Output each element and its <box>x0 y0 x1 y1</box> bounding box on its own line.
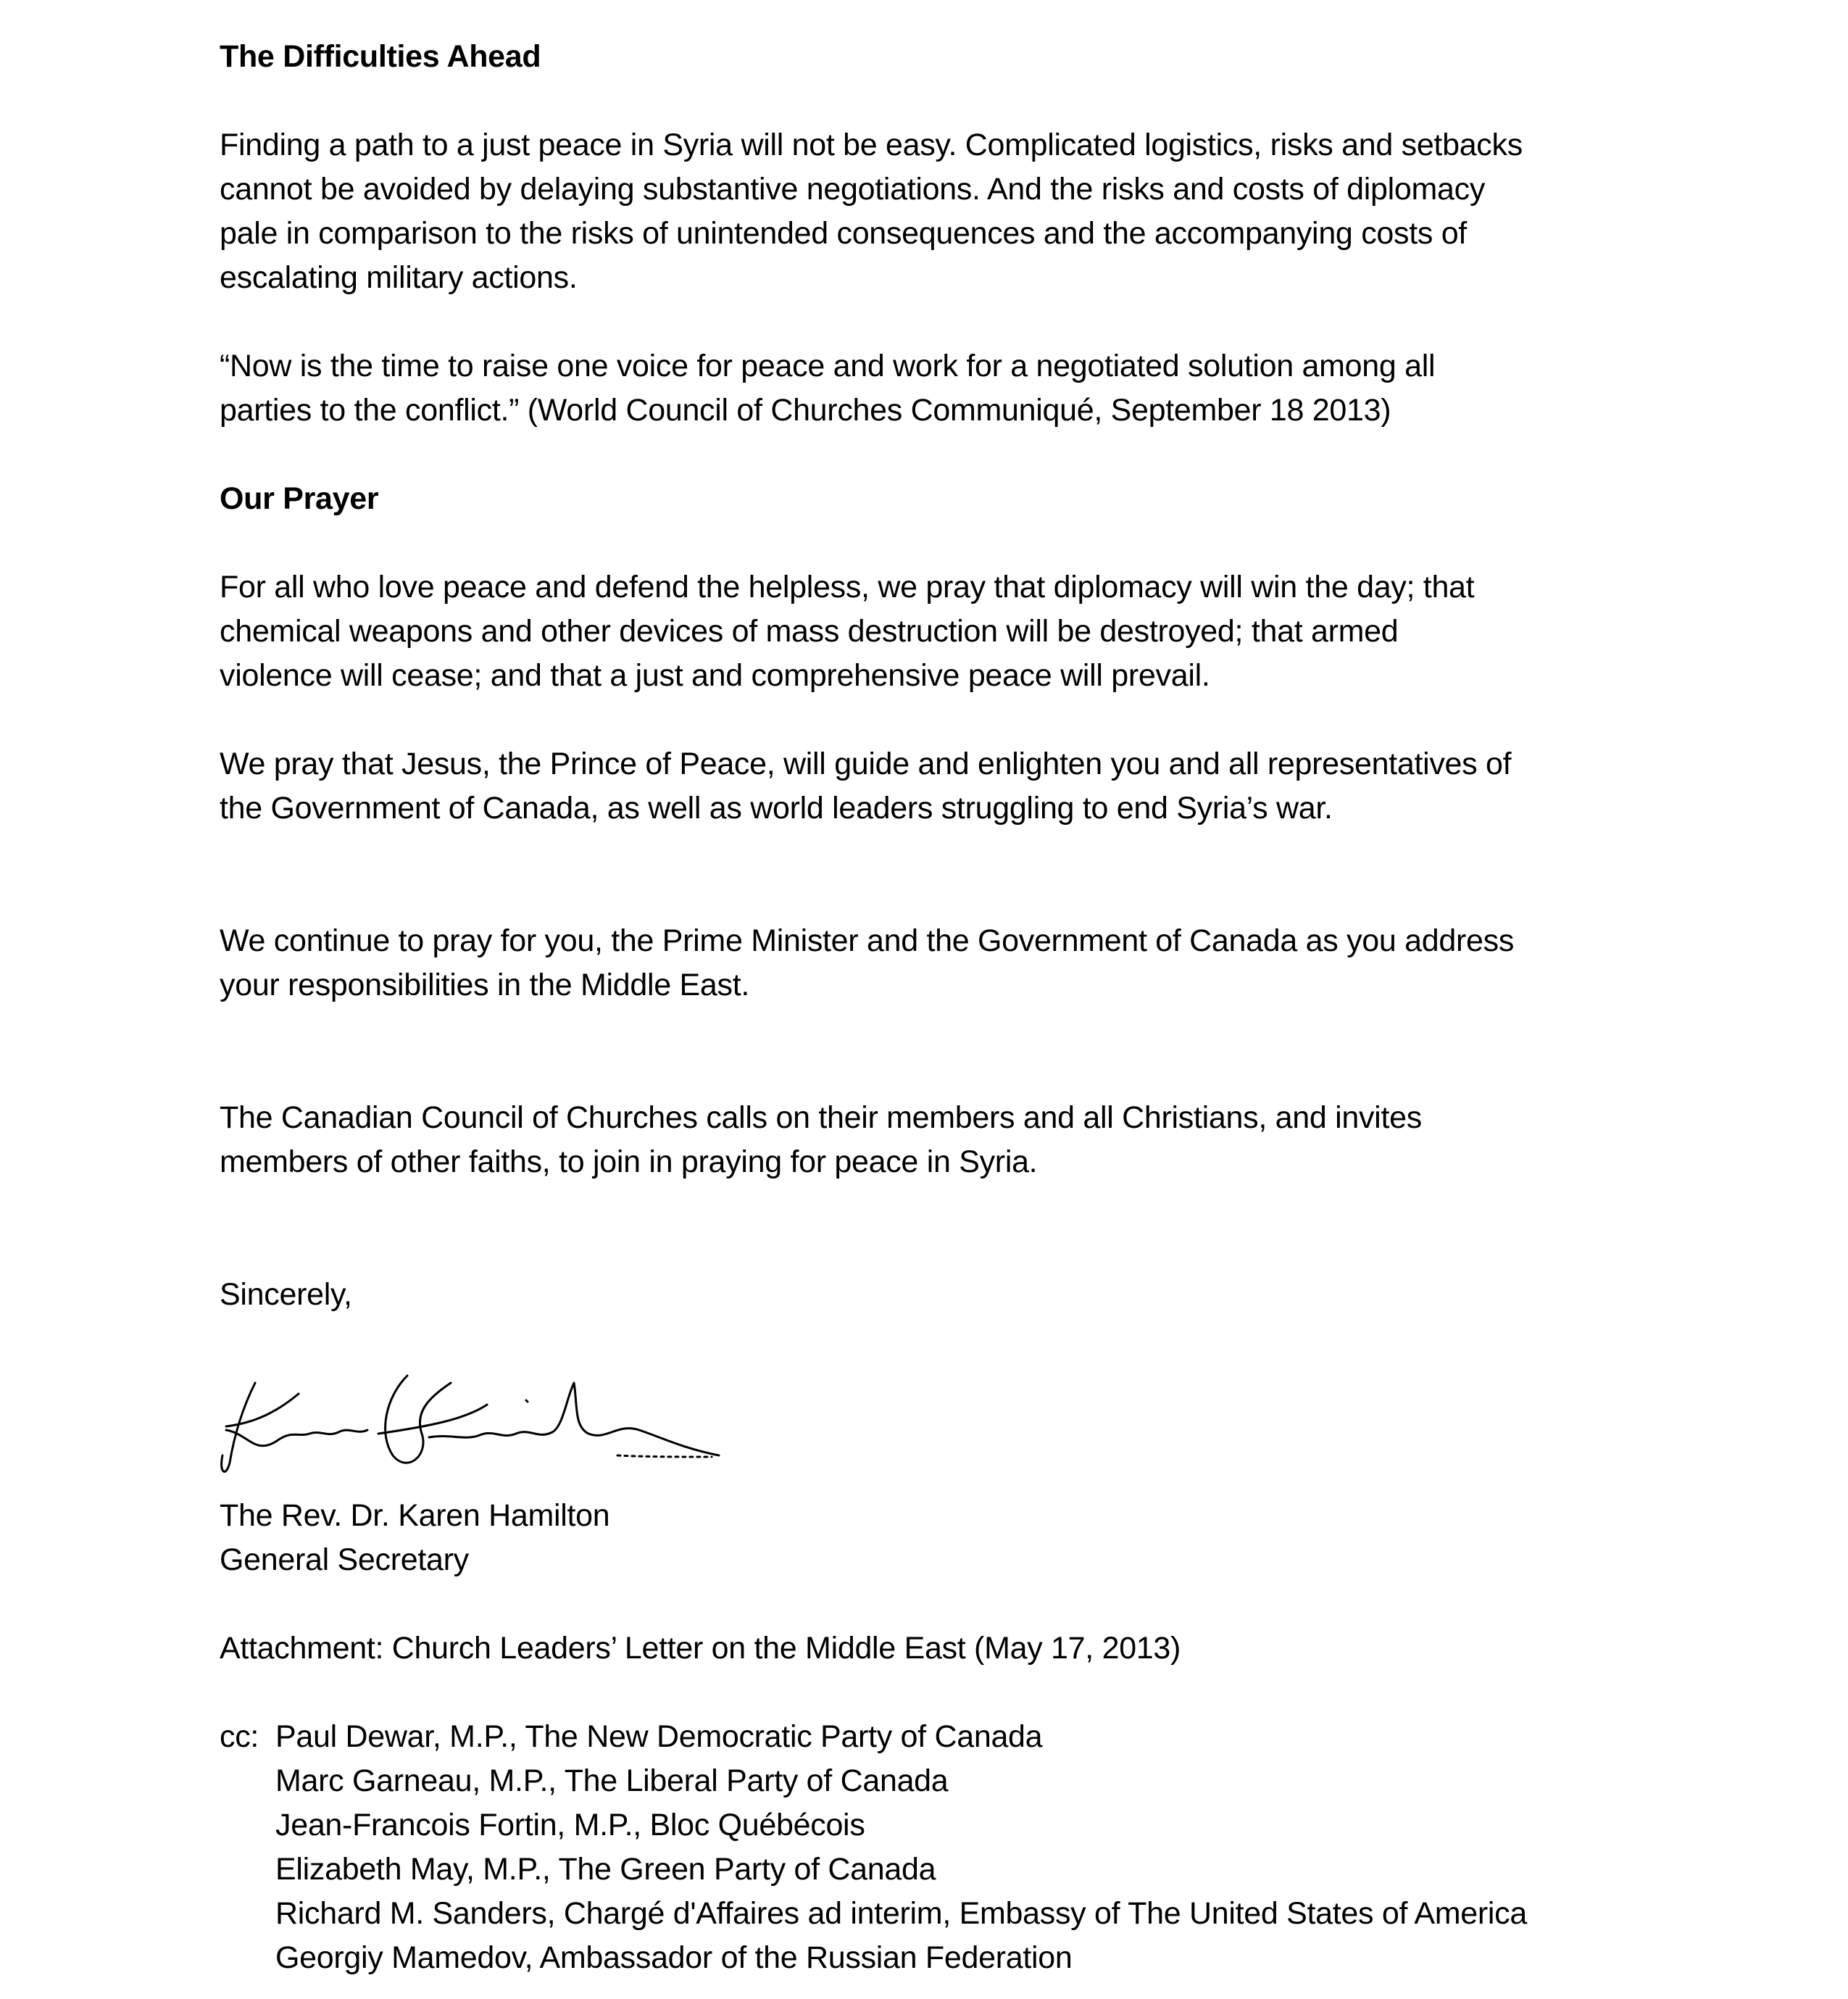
prayer-line: chemical weapons and other devices of mass destruction will be destroyed; that armed <box>220 614 1399 649</box>
council-line: The Canadian Council of Churches calls on their members and all Christians, and invites <box>220 1100 1422 1135</box>
quote-line: parties to the conflict.” (World Council of Churches Communiqué, September 18 2013) <box>220 393 1391 428</box>
difficulties-heading: The Difficulties Ahead <box>220 39 541 74</box>
cc-label: cc: <box>220 1719 259 1754</box>
difficulties-line: escalating military actions. <box>220 260 578 295</box>
quote-line: “Now is the time to raise one voice for peace and work for a negotiated solution among all <box>220 349 1436 383</box>
prayer-line: We pray that Jesus, the Prince of Peace, will guide and enlighten you and all representatives of <box>220 747 1512 781</box>
difficulties-line: Finding a path to a just peace in Syria will not be easy. Complicated logistics, risks and setbacks <box>220 128 1523 162</box>
cc-recipient: Marc Garneau, M.P., The Liberal Party of Canada <box>275 1763 949 1798</box>
cc-recipient: Georgiy Mamedov, Ambassador of the Russian Federation <box>275 1940 1073 1975</box>
signatory-title: General Secretary <box>220 1542 469 1577</box>
prayer-line: For all who love peace and defend the helpless, we pray that diplomacy will win the day; that <box>220 570 1475 604</box>
continue-line: your responsibilities in the Middle East. <box>220 968 750 1002</box>
prayer-heading: Our Prayer <box>220 481 379 516</box>
cc-recipient: Paul Dewar, M.P., The New Democratic Party of Canada <box>275 1719 1043 1754</box>
difficulties-line: cannot be avoided by delaying substantive negotiations. And the risks and costs of diplomacy <box>220 172 1486 207</box>
cc-recipient: Richard M. Sanders, Chargé d'Affaires ad interim, Embassy of The United States of America <box>275 1896 1527 1931</box>
prayer-line: the Government of Canada, as well as world leaders struggling to end Syria’s war. <box>220 791 1333 826</box>
handwritten-signature <box>212 1354 733 1484</box>
attachment-note: Attachment: Church Leaders’ Letter on the Middle East (May 17, 2013) <box>220 1631 1181 1666</box>
difficulties-line: pale in comparison to the risks of unintended consequences and the accompanying costs of <box>220 216 1467 251</box>
continue-line: We continue to pray for you, the Prime Minister and the Government of Canada as you address <box>220 923 1515 958</box>
council-line: members of other faiths, to join in praying for peace in Syria. <box>220 1144 1038 1179</box>
signatory-name: The Rev. Dr. Karen Hamilton <box>220 1498 610 1533</box>
prayer-line: violence will cease; and that a just and comprehensive peace will prevail. <box>220 658 1210 693</box>
cc-recipient: Jean-Francois Fortin, M.P., Bloc Québécois <box>275 1808 865 1842</box>
cc-recipient: Elizabeth May, M.P., The Green Party of Canada <box>275 1852 936 1887</box>
salutation: Sincerely, <box>220 1277 352 1312</box>
